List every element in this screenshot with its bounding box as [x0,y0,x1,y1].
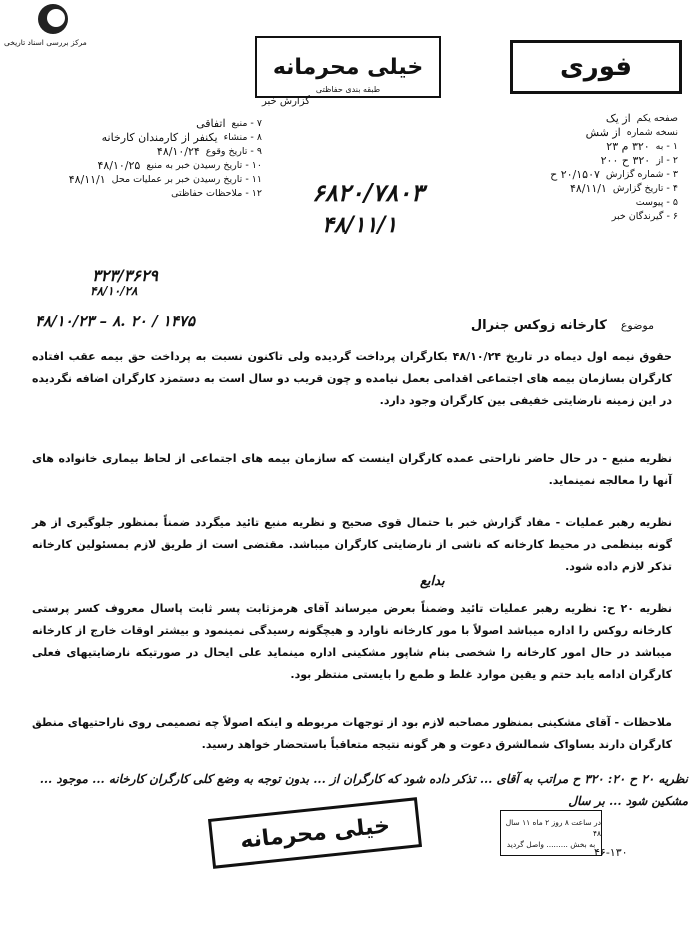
right-header-fields [468,112,678,224]
field-value: از شش [585,126,621,139]
top-secret-stamp [255,36,441,98]
field-label: ۱۰ - تاریخ رسیدن خبر به منبع [146,160,262,171]
field-row [22,131,262,145]
logo-text: مرکز بررسی اسناد تاریخی [4,38,87,47]
field-label: نسخه شماره [626,127,678,138]
archive-logo [4,4,114,54]
handwritten-stamp-number: ۳۲۳/۳۶۲۹ [92,266,158,285]
field-row [22,145,262,159]
field-value: ۴۸/۱۱/۱ [569,182,607,195]
field-value: ۴۸/۱۱/۱ [68,173,106,186]
subject-value: کارخانه زوکس جنرال [470,318,607,333]
document-code: ۴۶-۱۳۰ [594,846,628,859]
field-value: ۴۸/۱۰/۲۴ [156,145,200,158]
field-label: ۷ - منبع [231,118,262,129]
top-secret-stamp-text: خیلی محرمانه [272,54,424,80]
field-row [22,187,262,201]
field-value: ۴۸/۱۰/۲۵ [97,159,141,172]
handwritten-reference-line: ۴۸/۱۰/۲۳ – ۸. ۲۰ / ۱۴۷۵ [35,312,196,330]
field-value: ۲۰/۱۵۰۷ ح [550,168,600,181]
field-label: ۳ - شماره گزارش [605,169,678,180]
field-label: ۸ - منشاء [223,132,262,143]
field-label: ۲ - از [656,155,678,166]
field-row [468,112,678,126]
subject-label: موضوع [620,319,654,332]
handwritten-signature: بدایع [420,574,445,589]
field-label: ۴ - تاریخ گزارش [612,183,678,194]
left-header-fields [22,117,262,201]
field-row [468,182,678,196]
field-row [22,159,262,173]
field-value: یکنفر از کارمندان کارخانه [101,131,218,144]
report-label: گزارش خبر [262,96,310,107]
field-value: ۳۲۰ م ۲۳ [606,140,650,153]
field-row [468,140,678,154]
field-row [22,117,262,131]
paragraph-source-opinion: نظریه منبع - در حال حاضر ناراحتی عمده کارگران اینست که سازمان بیمه های اجتماعی از لحاظ بیماری خانواده های آنها را معالجه نمینماید. [32,452,672,487]
paragraph-20h-opinion: نظریه ۲۰ ح: نظریه رهبر عملیات تائید وضمناً بعرض میرساند آقای هرمزثابت پسر ثابت پاسال معروف کسر پرستی کارخانه روکس را اداره میباشد اصولاً با مور کارخانه ناوارد و هیچگونه رسیدگی نمینمود و بیشتر اوقات خارج از کارخانه میباشد در حال امور کارخانه را شخصی بنام شاپور مشکینی اداره مینماید علی ایحال در صورتیکه نارضایتیهای فعلی کارگران ادامه یابد حتم و یقین موارد غلط و طمع را بایستی منتظر بود. [32,602,673,681]
top-secret-stamp-bottom: خیلی محرمانه [208,797,422,869]
paragraph-operations-opinion: نظریه رهبر عملیات - مفاد گزارش خبر با حتمال قوی صحیح و نظریه منبع تائید میگردد ضمناً بمنظور جلوگیری از هر گونه بینظمی در محیط کارخانه که ناشی از نارضایتی کارگران میباشد. مقتضی است از طریق لازم بمسئولین کارخانه تذکر لازم داده شود. [32,516,672,573]
received-stamp-line2: به بخش ......... واصل گردید [506,839,596,849]
field-label: ۱ - به [655,141,678,152]
field-label: ۶ - گیرندگان خبر [611,211,678,222]
field-value: اتفاقی [196,117,226,130]
handwritten-reg-number: ۶۸۲۰/۷۸۰۳ [312,178,424,207]
paragraph-report: حقوق نیمه اول دیماه در تاریخ ۴۸/۱۰/۲۴ بکارگران پرداخت گردیده ولی تاکنون نسبت به پرداخت حق بیمه عقب افتاده کارگران بسازمان بیمه های اجتماعی اقدامی بعمل نیامده و چون قریب دو سال است به دستمزد کارگران اضافه نگردیده در این زمینه نارضایتی خفیفی بین کارگران وجود دارد. [32,350,672,407]
field-value: از یک [605,112,631,125]
field-label: ۵ - پیوست [635,197,678,208]
urgent-stamp: فوری [510,40,682,94]
archive-logo-icon [38,4,68,34]
field-label: ۹ - تاریخ وقوع [205,146,262,157]
field-row [468,154,678,168]
field-row [468,168,678,182]
handwritten-reg-date: ۴۸/۱۱/۱ [322,212,398,238]
field-label: ۱۱ - تاریخ رسیدن خبر بر عملیات محل [111,174,262,185]
field-label: ۱۲ - ملاحظات حفاظتی [171,188,262,199]
field-row [468,196,678,210]
handwritten-stamp-date: ۴۸/۱۰/۲۸ [90,284,138,298]
field-row [468,210,678,224]
handwritten-note: نظریه ۲۰ ح ۲۰: ۳۲۰ ح مراتب به آقای ... تذکر داده شود که کارگران از ... بدون توجه به وضع کلی کارگران کارخانه ... موجود ... مشکین شود ... بر سال [39,772,688,808]
field-value: ۳۲۰ ح ۲۰۰ [600,154,651,167]
received-stamp-line1: در ساعت ۸ روز ۲ ماه ۱۱ سال ۴۸ [505,817,601,838]
field-row [468,126,678,140]
subject-line [471,318,654,333]
received-stamp [500,810,602,856]
classification-label: طبقه بندی حفاظتی [315,85,381,94]
paragraph-remarks: ملاحظات - آقای مشکینی بمنظور مصاحبه لازم بود از توجهات مربوطه و اینکه اصولاً چه تصمیمی روی ناراحتیهای منطق کارگران دارند بساواک شمالشرق دعوت و هر گونه نتیجه متعاقباً باستحضار خواهد رسید. [32,716,672,751]
field-label: صفحه یکم [636,113,678,124]
field-row [22,173,262,187]
